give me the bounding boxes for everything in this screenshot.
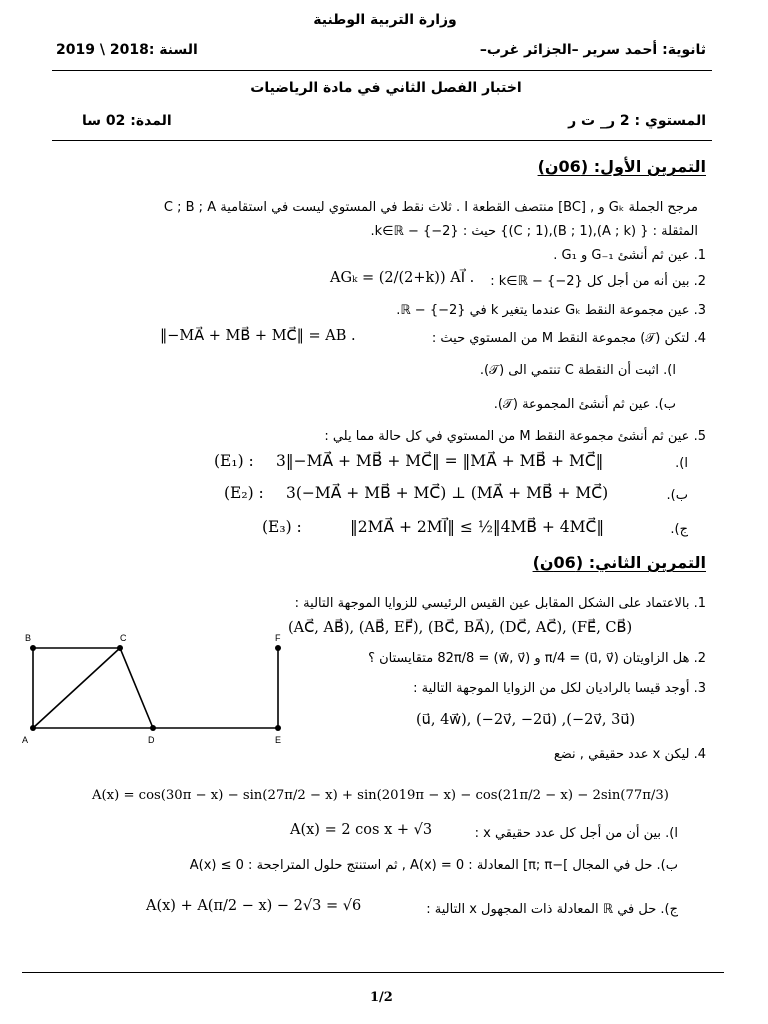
point-d <box>150 725 156 731</box>
ex2-question-3: 3. أوجد قيسا بالراديان لكل من الزوايا الموجهة التالية : <box>413 681 706 696</box>
label-b: B <box>25 633 32 643</box>
school-year: السنة :2018 \ 2019 <box>56 42 198 58</box>
duration-label: المدة: 02 سا <box>82 113 172 129</box>
ex2-question-3-formula: (u⃗, 4w⃗), (−2v⃗, −2u⃗) ,(−2v⃗, 3u⃗) <box>416 712 636 728</box>
point-e <box>275 725 281 731</box>
ex2-question-4c-formula: A(x) + A(π/2 − x) − 2√3 = √6 <box>146 898 362 914</box>
ex1-e1-formula: 3‖−MA⃗ + MB⃗ + MC⃗‖ = ‖MA⃗ + MB⃗ + MC⃗‖ <box>276 452 604 470</box>
point-b <box>30 645 36 651</box>
ex1-e2-label: (E₂) : <box>224 484 264 502</box>
point-c <box>117 645 123 651</box>
ex1-intro-line1: C ; B ; A ثلاث نقط في المستوي ليست في استقامية . I منتصف القطعة [BC] , و Gₖ مرجح الجملة <box>163 200 698 215</box>
ex1-question-4b: ب). عين ثم أنشئ المجموعة (𝒯). <box>493 397 676 412</box>
ex1-question-2-formula: AGₖ = (2/(2+k)) AI⃗ . <box>330 270 475 286</box>
label-a: A <box>22 735 29 745</box>
page-number: 1/2 <box>370 990 393 1005</box>
ex1-e1-item: ا). <box>675 456 688 471</box>
ex2-question-4: 4. ليكن x عدد حقيقي , نضع <box>553 747 706 762</box>
school-name: ثانوية: أحمد سرير –الجزائر غرب– <box>479 42 706 58</box>
header-rule-1 <box>52 70 712 71</box>
ex1-question-3: 3. عين مجموعة النقط Gₖ عندما يتغير k في ℝ − {−2}. <box>396 303 706 318</box>
ex1-question-4a: ا). اثبت أن النقطة C تنتمي الى (𝒯). <box>479 363 676 378</box>
ex1-e2-item: ب). <box>666 488 688 503</box>
ex2-question-4a-formula: A(x) = 2 cos x + √3 <box>290 822 433 838</box>
segment-cd <box>120 648 153 728</box>
ex2-question-1-formula: (AC⃗, AB⃗), (AB⃗, EF⃗), (BC⃗, BA⃗), (DC⃗, AC⃗), (FE⃗, CB⃗) <box>288 620 633 636</box>
ex2-question-2: 2. هل الزاويتان (u⃗, v⃗) = π/4 و (w⃗, v⃗) = 82π/8 متقايستان ؟ <box>368 651 706 666</box>
header-rule-2 <box>52 140 712 141</box>
ex2-question-4-formula: A(x) = cos(30π − x) − sin(27π/2 − x) + sin(2019π − x) − cos(21π/2 − x) − 2sin(77π/3) <box>92 788 669 803</box>
ex1-question-4-formula: ‖−MA⃗ + MB⃗ + MC⃗‖ = AB . <box>160 328 356 344</box>
ex1-question-1: 1. عين ثم أنشئ G₋₁ و G₁ . <box>553 248 706 263</box>
ex1-e3-label: (E₃) : <box>262 518 302 536</box>
ex1-question-5: 5. عين ثم أنشئ مجموعة النقط M من المستوي في كل حالة مما يلي : <box>324 429 706 444</box>
footer-rule <box>22 972 724 973</box>
ex1-e3-item: ج). <box>670 522 688 537</box>
point-a <box>30 725 36 731</box>
segment-ca <box>33 648 120 728</box>
ex2-question-4a-text: ا). بين أن من أجل كل عدد حقيقي x : <box>474 826 678 841</box>
exam-title: اختبار الفصل الثاني في مادة الرياضيات <box>250 80 522 96</box>
label-e: E <box>275 735 282 745</box>
ex2-question-4c-text: ج). حل في ℝ المعادلة ذات المجهول x التالية : <box>426 902 678 917</box>
ex2-question-4b: ب). حل في المجال ]−π; π] المعادلة : A(x) = 0 , ثم استنتج حلول المتراجحة : A(x) ≤ 0 <box>189 858 678 873</box>
ex1-question-4-text: 4. لتكن (𝒯) مجموعة النقط M من المستوي حيث : <box>431 331 706 346</box>
ministry-title: وزارة التربية الوطنية <box>313 12 457 28</box>
level-label: المستوي : 2 ر_ ت ر <box>568 113 706 129</box>
point-f <box>275 645 281 651</box>
ex1-e1-label: (E₁) : <box>214 452 254 470</box>
ex1-e2-formula: 3(−MA⃗ + MB⃗ + MC⃗) ⊥ (MA⃗ + MB⃗ + MC⃗) <box>286 484 609 502</box>
ex2-question-1: 1. بالاعتماد على الشكل المقابل عين القيس الرئيسي للزوايا الموجهة التالية : <box>294 596 706 611</box>
ex1-e3-formula: ‖2MA⃗ + 2MI⃗‖ ≤ ½‖4MB⃗ + 4MC⃗‖ <box>350 518 605 536</box>
label-c: C <box>120 633 127 643</box>
label-d: D <box>148 735 155 745</box>
exercise-1-title: التمرين الأول: (06ن) <box>537 157 706 176</box>
ex1-intro-line2: المثقلة : { (A ; k),(B ; 1),(C ; 1)} حيث : k∈ℝ − {−2}. <box>370 224 698 239</box>
ex1-question-2-text: 2. بين أنه من أجل كل k∈ℝ − {−2} : <box>490 274 706 289</box>
exercise-2-title: التمرين الثاني: (06ن) <box>532 553 706 572</box>
geometry-figure <box>20 630 320 750</box>
label-f: F <box>275 633 281 643</box>
